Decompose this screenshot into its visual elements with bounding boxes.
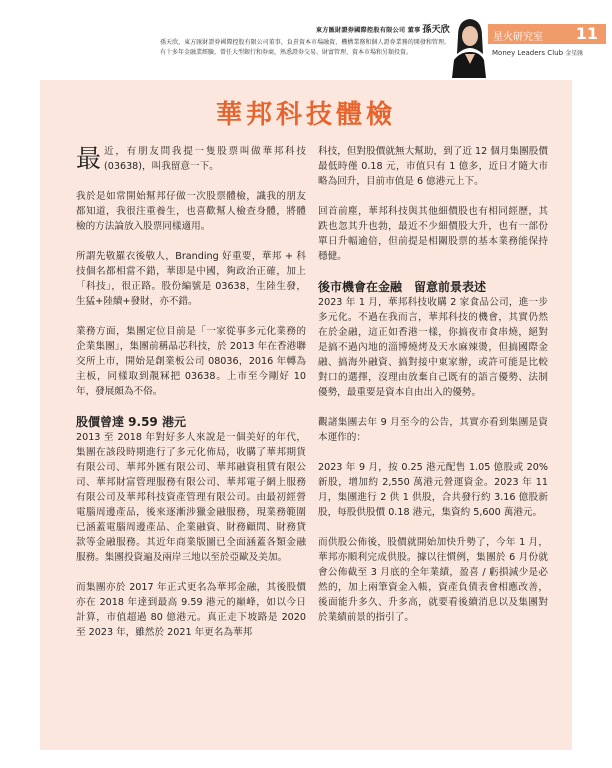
paragraph [76,144,306,174]
paragraph: 2023 年 1 月，華邦科技收購 2 家食品公司，進一步多元化。不過在我而言，華邦科技的機會，其實仍然在於金融，這正如香港一樣，你搞夜市食串燒，絕對是搞不過內地的淄博燒烤及天水麻辣燙，但搞國際金融、搞海外融資、搞對接中東家辦，或許可能是比較對口的選擇，沒理由放棄自己既有的語言優勢、法制優勢，最重要是資本自由出入的優勢。 [318,297,548,398]
paragraph: 科技，但對股價就無大幫助，到了近 12 個月集團股價最低時僅 0.18 元，市值只有 1 億多，近日才隨大市略為回升，目前市值是 6 億港元上下。 [318,146,548,187]
paragraph: 回首前塵，華邦科技與其他細價股也有相同經歷，其跌也忽其升也勃，最近不少細價股大升，也有一部份單日升幅逾倍，但前提是相關股票的基本業務能保持穩健。 [318,206,548,262]
paragraph: 所謂先敬羅衣後敬人，Branding 好重要，華邦 + 科技個名都相當不錯，華即是中國，夠政治正確，加上「科技」，很正路。股份編號是 03638，生陸生發，生猛+陸續+發財，亦不錯。 [76,251,306,307]
paragraph-text: 近，有朋友問我提一隻股票叫做華邦科技(03638)，叫我留意一下。 [104,146,306,172]
author-portrait [452,14,486,78]
paragraph: 我於是如常開始幫邦仔做一次股票體檢，識我的朋友都知道，我很注重養生，也喜歡幫人檢查身體，將體檢的方法論放入股票同樣適用。 [76,191,306,232]
paragraph: 而供股公佈後，股價就開始加快升勢了，今年 1 月，華邦亦順利完成供股。據以往慣例，集團於 6 月份就會公佈截至 3 月底的全年業績，盈喜 / 虧損減少是必然的，加上兩筆資金入帳，資產負債表會相應改善，後面能升多久、升多高，就要看後續消息以及集團對於業績前景的指引了。 [318,537,548,623]
page-number: 11 [575,24,598,43]
author-title [160,22,450,35]
column-tag [488,24,606,44]
author-name: 孫天欣 [422,25,450,35]
article-title: 華邦科技體檢 [215,100,396,130]
drop-cap: 最 [76,144,102,173]
author-header [160,22,450,57]
article-panel [40,80,572,750]
section [76,414,306,565]
paragraph: 業務方面，集團定位目前是「一家從事多元化業務的企業集團」，集團前稱晶芯科技，於 2013 年在香港聯交所上市，開始是創業板公司 08036，2016 年轉為主板，同樣取到靚冧把 03638。上市至今剛好 10 年，發展頗為不俗。 [76,326,306,397]
article-column-right [318,144,548,640]
club-name-zh: 金星匯 [565,50,584,57]
club-name-en: Money Leaders Club [492,49,564,57]
section-heading: 股價曾達 9.59 港元 [76,415,186,429]
paragraph: 2013 至 2018 年對好多人來說是一個美好的年代，集團在該段時期進行了多元化佈局，收購了華邦期貨有限公司、華邦外匯有限公司、華邦融資租賃有限公司、華邦財富管理服務有限公司、華邦電子網上服務有限公司及華邦科技資產管理有限公司。由最初經營電腦周邊產品，後來逐漸涉獵金融服務，現業務範圍已涵蓋電腦周邊產品、企業融資、財務顧問、財務貸款等金融服務。其近年商業版圖已全面涵蓋各類金融服務。集團投資遍及兩岸三地以至於亞歐及美加。 [76,432,306,563]
paragraph: 而集團亦於 2017 年正式更名為華邦金融，其後股價亦在 2018 年達到最高 9.59 港元的巔峰，如以今日計算，市值超過 80 億港元。真正走下坡路是 2020 至 2023 年，雖然於 2021 年更名為華邦 [76,582,306,638]
paragraph: 觀諸集團去年 9 月至今的公告，其實亦看到集團是資本運作的： [318,417,548,443]
column-name: 星火研究室 [493,32,543,43]
author-company: 東方匯財證券國際控股有限公司 董事 [315,27,421,34]
section [318,279,548,400]
article-column-left [76,144,306,655]
club-name [492,48,583,57]
section-heading: 後市機會在金融 留意前景表述 [318,280,487,294]
paragraph: 2023 年 9 月，按 0.25 港元配售 1.05 億股或 20% 新股，增加約 2,550 萬港元營運資金。2023 年 11 月，集團進行 2 供 1 供股，合共發行約 3.16 億股新股，每股供股價 0.18 港元，集資約 5,600 萬港元。 [318,462,548,518]
author-bio: 孫天欣，東方匯財證券國際控股有限公司董事，負責資本市場融資、機構業務和個人證券業務的開發和管理。有十多年金融業經驗，曾任大型銀行和券商，熟悉證券交易、財富管理、資本市場和另類投資。 [160,39,450,56]
